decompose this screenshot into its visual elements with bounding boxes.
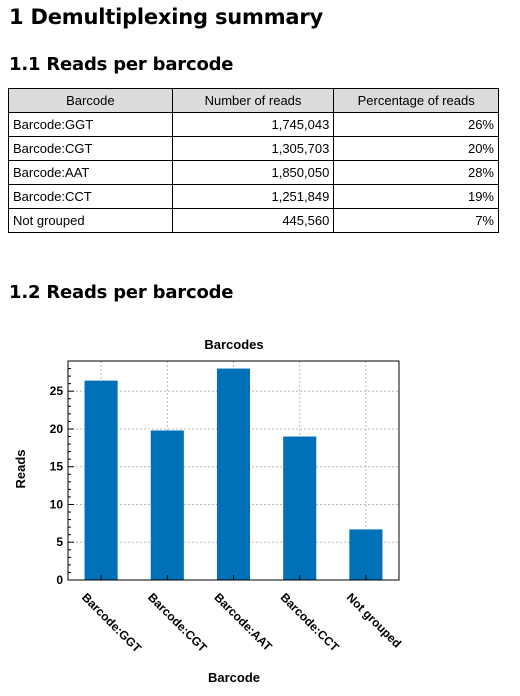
y-tick-label: 10 — [49, 497, 63, 512]
cell-reads: 1,745,043 — [172, 113, 334, 137]
x-tick-label: Barcode:AAT — [211, 590, 275, 654]
y-tick-label: 15 — [49, 459, 63, 474]
chart-title: Barcodes — [204, 337, 264, 352]
cell-barcode: Barcode:AAT — [9, 161, 173, 185]
x-tick-label: Not grouped — [343, 590, 405, 651]
x-axis-label: Barcode — [207, 670, 261, 685]
table-row — [9, 209, 499, 233]
table-header-row — [9, 89, 499, 113]
cell-reads: 445,560 — [172, 209, 334, 233]
barcodes-bar-chart — [0, 330, 520, 696]
bar-barcode-cgt — [151, 430, 184, 580]
column-header-number-of-reads: Number of reads — [172, 89, 334, 113]
section-heading-reads-chart: 1.2 Reads per barcode — [9, 282, 234, 303]
cell-barcode: Not grouped — [9, 209, 173, 233]
table-row — [9, 161, 499, 185]
table-row — [9, 185, 499, 209]
section-heading-demultiplexing-summary: 1 Demultiplexing summary — [9, 5, 324, 29]
y-tick-label: 25 — [49, 384, 63, 399]
table-row — [9, 137, 499, 161]
column-header-barcode: Barcode — [9, 89, 173, 113]
bars — [85, 369, 383, 580]
y-tick-label: 0 — [56, 573, 63, 587]
cell-percentage: 28% — [334, 161, 499, 185]
x-tick-label: Barcode:GGT — [78, 590, 145, 656]
cell-barcode: Barcode:CCT — [9, 185, 173, 209]
section-heading-reads-table: 1.1 Reads per barcode — [9, 54, 234, 75]
cell-percentage: 26% — [334, 113, 499, 137]
cell-reads: 1,850,050 — [172, 161, 334, 185]
x-tick-label: Barcode:CGT — [145, 590, 210, 655]
y-axis-label: Reads — [13, 449, 28, 489]
bar-barcode-aat — [217, 369, 250, 580]
cell-percentage: 20% — [334, 137, 499, 161]
bar-not-grouped — [349, 529, 382, 580]
cell-reads: 1,251,849 — [172, 185, 334, 209]
bar-barcode-ggt — [85, 381, 118, 580]
cell-percentage: 7% — [334, 209, 499, 233]
reads-per-barcode-table — [8, 88, 499, 233]
bar-barcode-cct — [283, 437, 316, 580]
table-row — [9, 113, 499, 137]
cell-reads: 1,305,703 — [172, 137, 334, 161]
cell-barcode: Barcode:GGT — [9, 113, 173, 137]
cell-percentage: 19% — [334, 185, 499, 209]
y-tick-label: 5 — [56, 535, 63, 550]
cell-barcode: Barcode:CGT — [9, 137, 173, 161]
column-header-percentage: Percentage of reads — [334, 89, 499, 113]
y-tick-label: 20 — [49, 421, 63, 436]
x-tick-label: Barcode:CCT — [277, 590, 342, 655]
